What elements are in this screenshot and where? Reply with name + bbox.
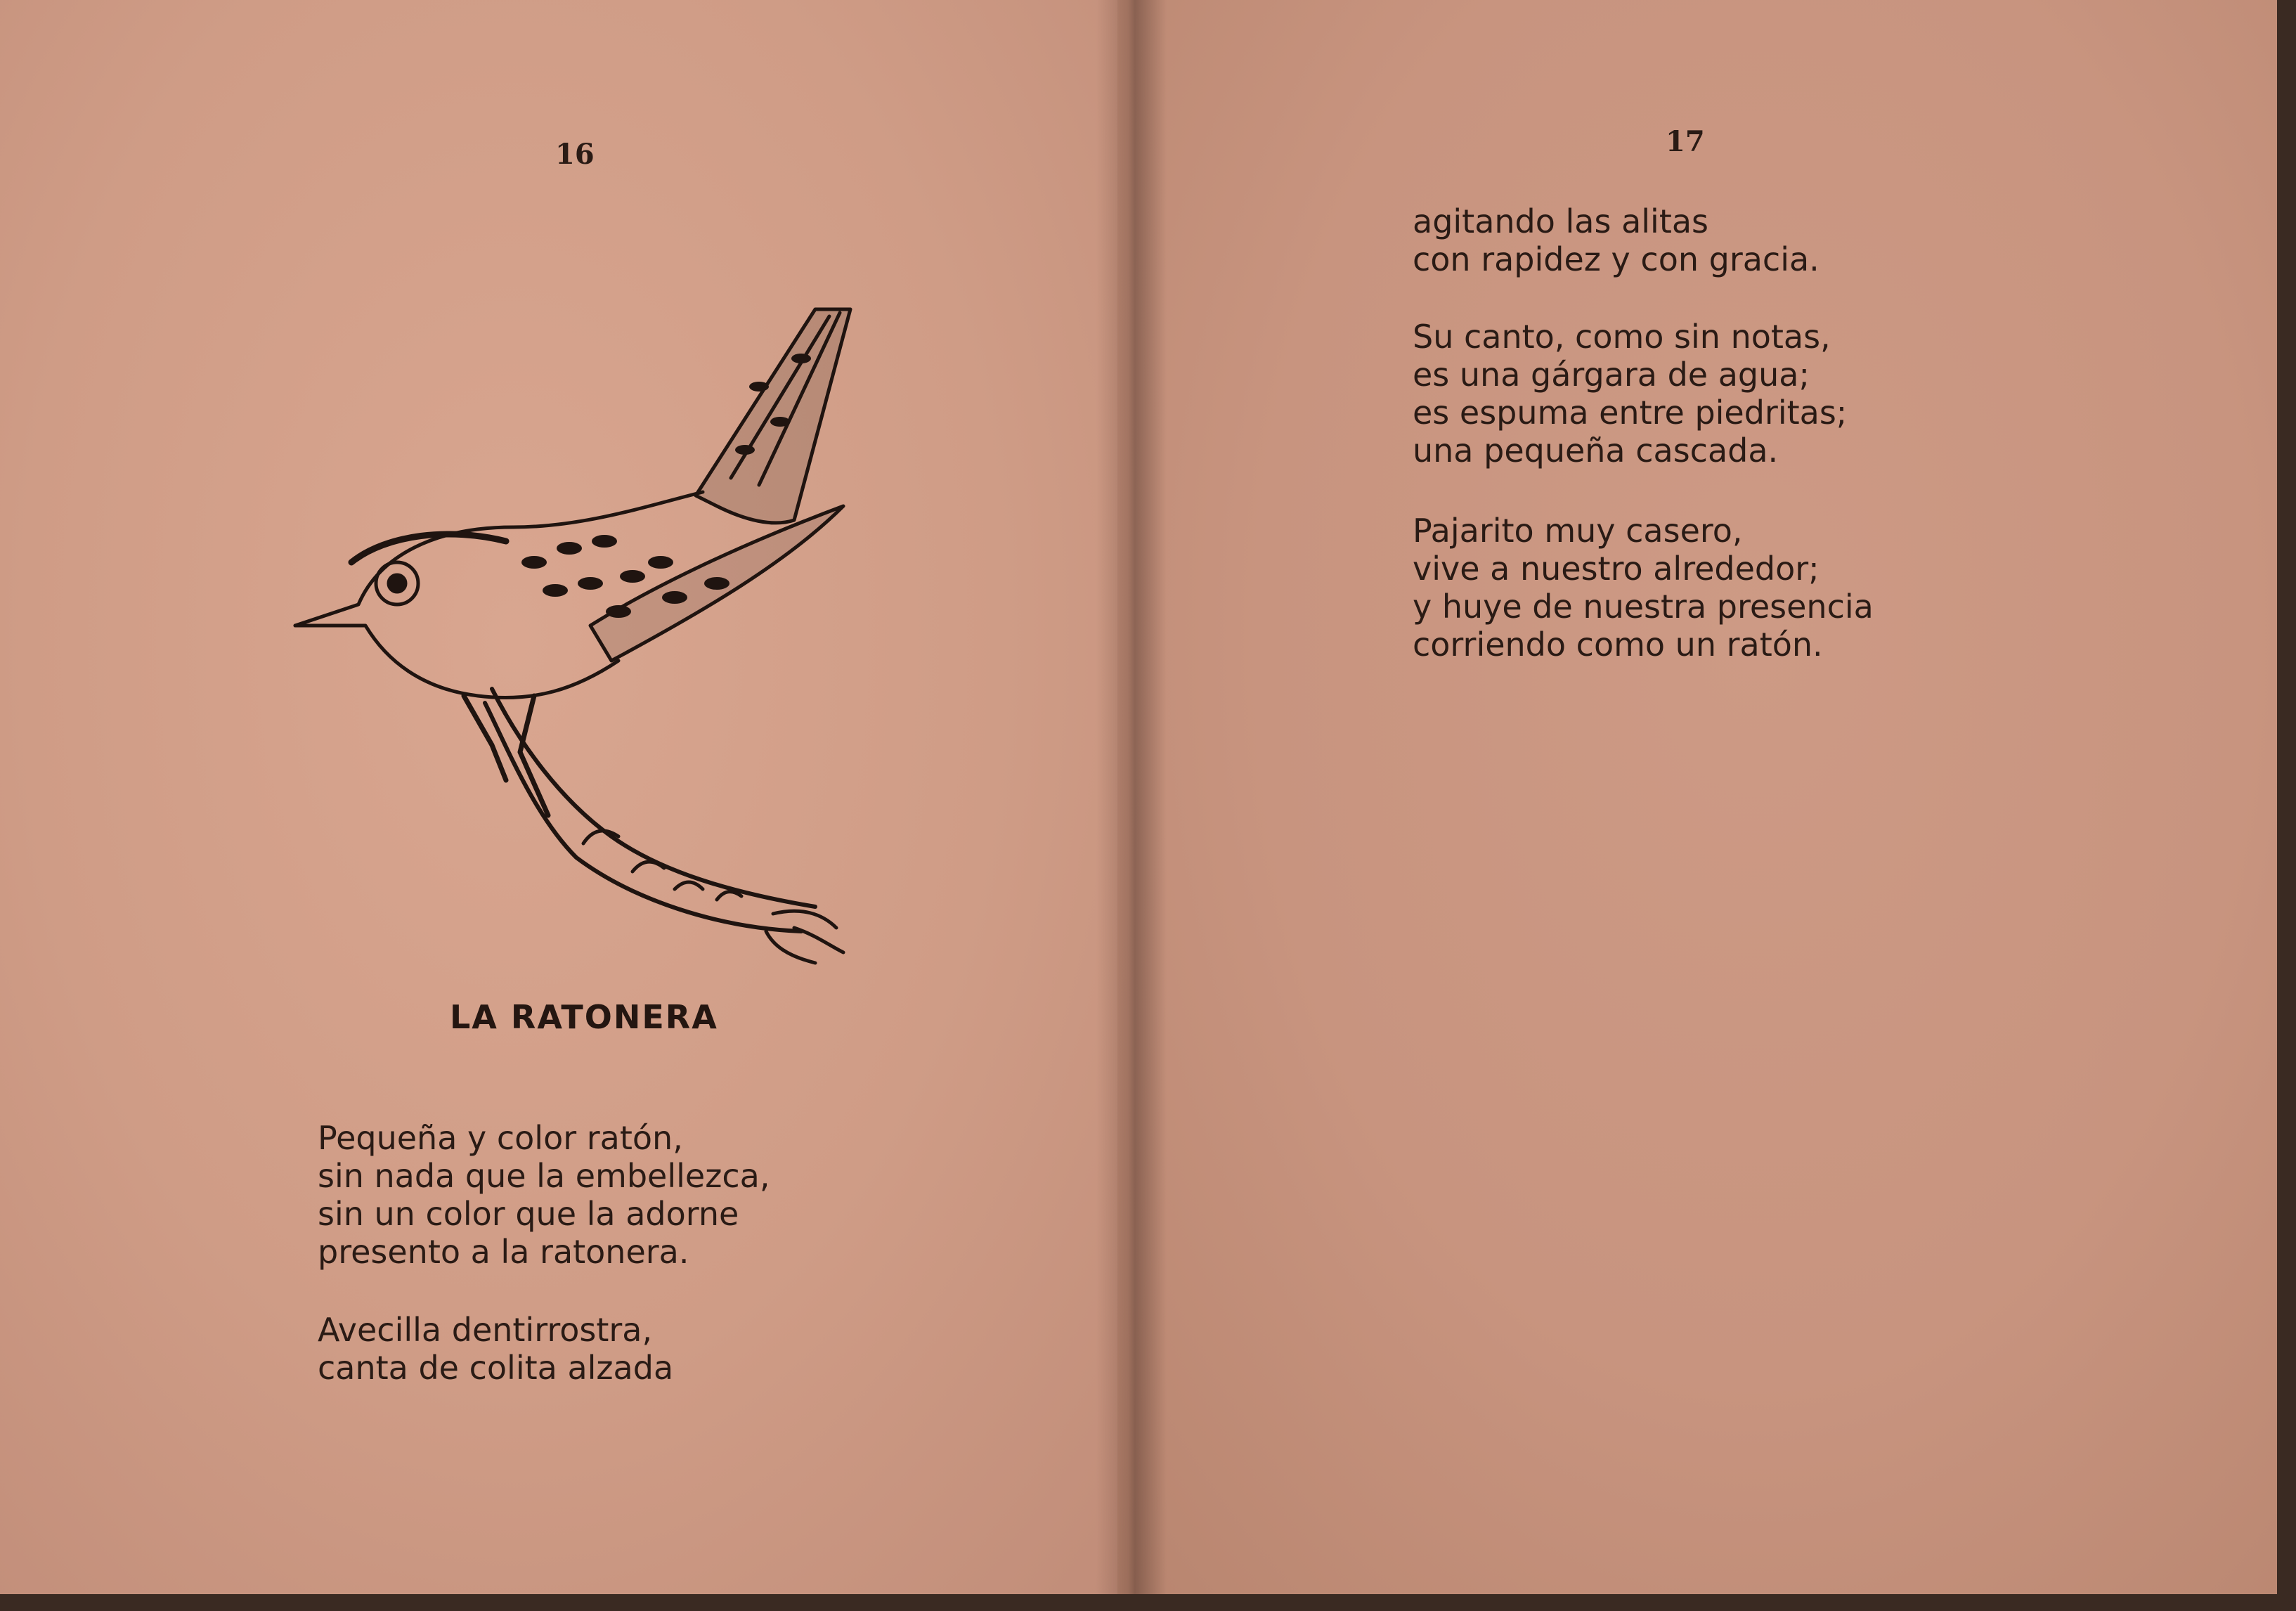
poem-line: corriendo como un ratón. bbox=[1413, 626, 1823, 664]
poem-line: es espuma entre piedritas; bbox=[1413, 394, 1848, 432]
poem-line: sin nada que la embellezca, bbox=[318, 1157, 770, 1195]
poem-stanza bbox=[1413, 318, 1847, 470]
poem-stanza bbox=[1413, 202, 1820, 278]
poem-line: Pajarito muy casero, bbox=[1413, 512, 1743, 550]
poem-stanza bbox=[1413, 512, 1874, 664]
left-page bbox=[0, 0, 1142, 1599]
poem-line: agitando las alitas bbox=[1413, 202, 1709, 240]
poem-line: Pequeña y color ratón, bbox=[318, 1119, 683, 1157]
poem-line: Avecilla dentirrostra, bbox=[318, 1311, 653, 1349]
poem-line: canta de colita alzada bbox=[318, 1349, 674, 1387]
book-cover-edge-bottom bbox=[0, 1594, 2296, 1611]
book-cover-edge-right bbox=[2277, 0, 2296, 1611]
poem-line: una pequeña cascada. bbox=[1413, 432, 1779, 470]
poem-line: con rapidez y con gracia. bbox=[1413, 240, 1820, 278]
right-page bbox=[1117, 0, 2277, 1594]
poem-stanza bbox=[318, 1311, 673, 1387]
poem-line: presento a la ratonera. bbox=[318, 1233, 689, 1271]
poem-line: sin un color que la adorne bbox=[318, 1195, 739, 1233]
poem-title: LA RATONERA bbox=[450, 998, 718, 1036]
bird-on-branch-icon bbox=[281, 295, 871, 970]
poem-line: y huye de nuestra presencia bbox=[1413, 588, 1874, 626]
page-number-left: 16 bbox=[555, 138, 595, 171]
poem-line: vive a nuestro alrededor; bbox=[1413, 550, 1820, 588]
poem-line: es una gárgara de agua; bbox=[1413, 356, 1810, 394]
book-gutter bbox=[1096, 0, 1167, 1599]
poem-line: Su canto, como sin notas, bbox=[1413, 318, 1831, 356]
poem-stanza bbox=[318, 1119, 770, 1271]
page-number-right: 17 bbox=[1666, 125, 1705, 158]
